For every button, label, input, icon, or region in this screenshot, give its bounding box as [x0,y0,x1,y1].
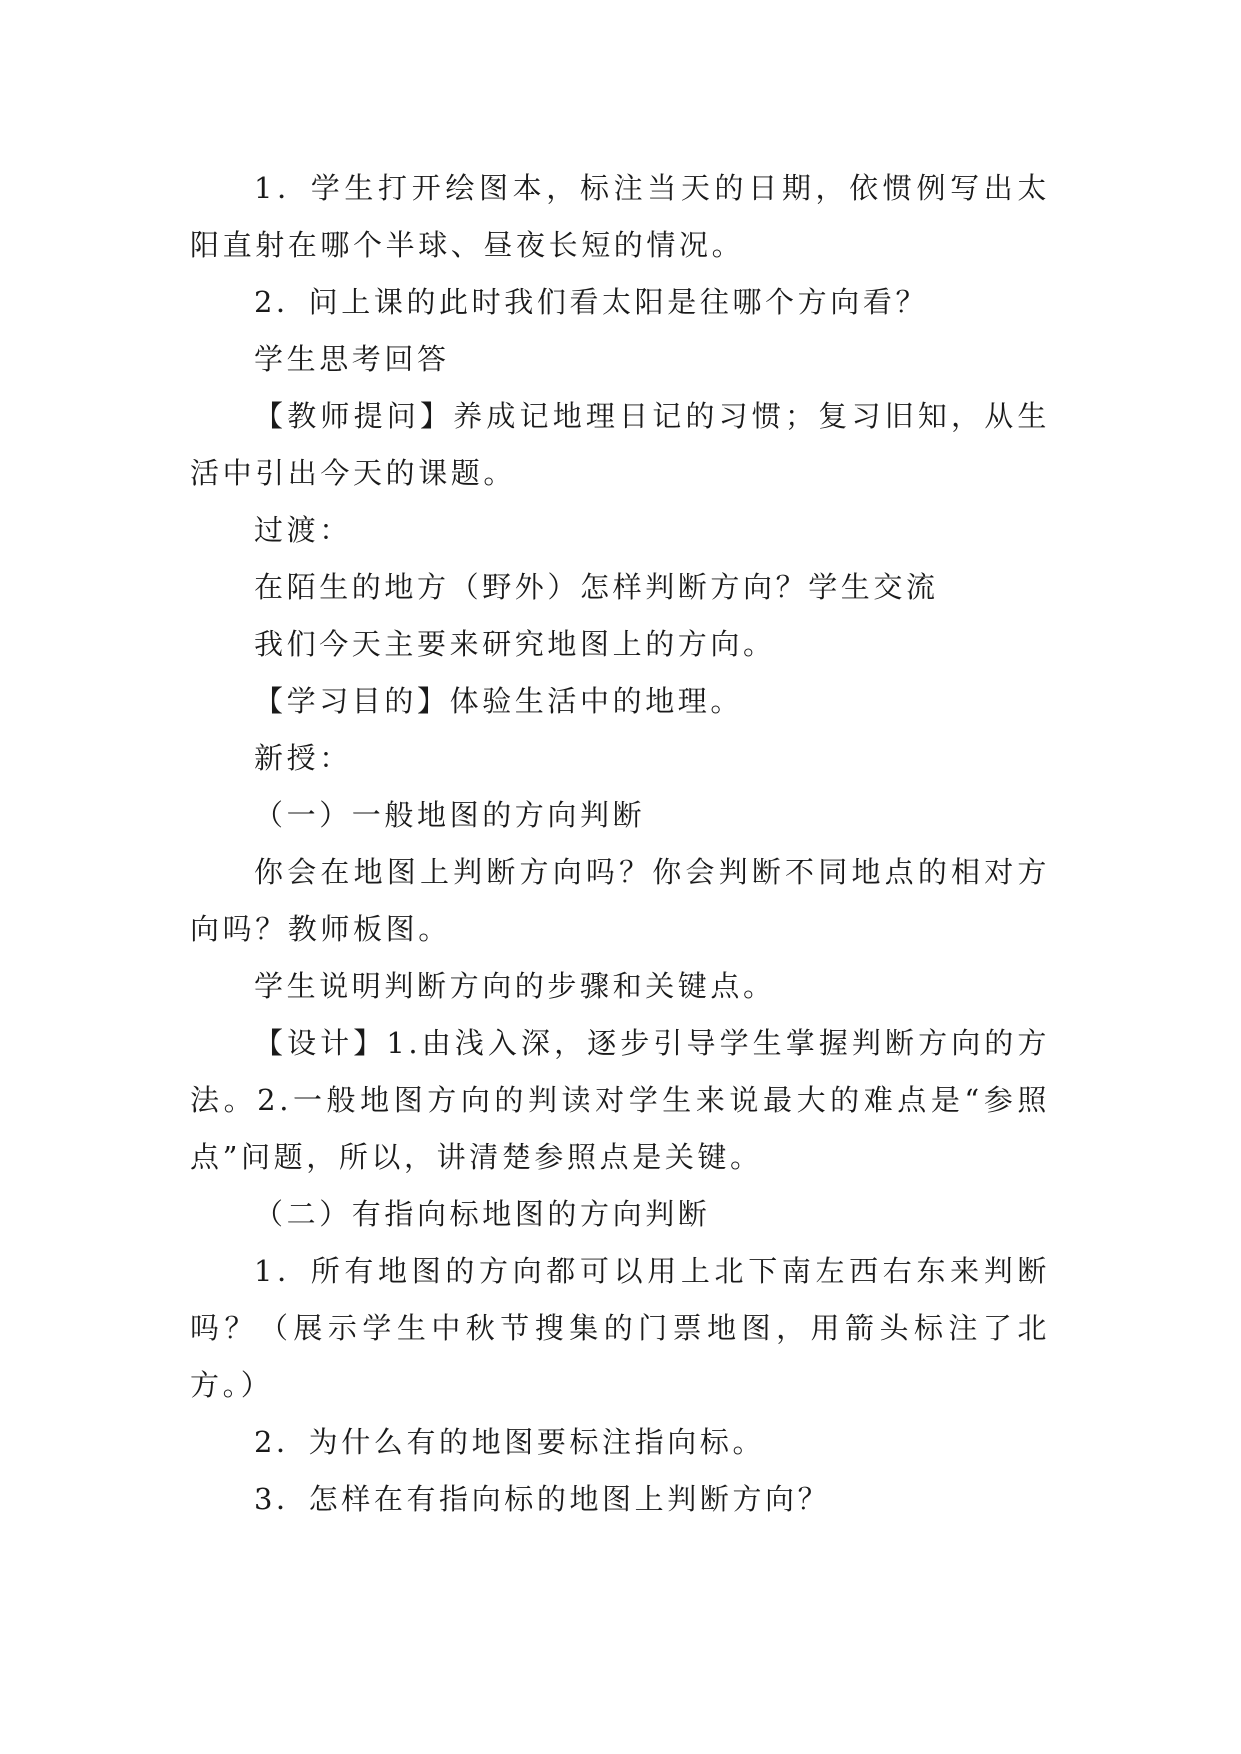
paragraph-design: 【设计】1.由浅入深，逐步引导学生掌握判断方向的方法。2.一般地图方向的判读对学生来说最大的难点是“参照点”问题，所以，讲清楚参照点是关键。 [190,1026,1050,1174]
paragraph-teacher-question: 【教师提问】养成记地理日记的习惯；复习旧知，从生活中引出今天的课题。 [190,399,1050,490]
paragraph-student-answer: 学生思考回答 [254,342,450,376]
paragraph-compass-q3: 3．怎样在有指向标的地图上判断方向？ [254,1482,831,1516]
paragraph-transition-label: 过渡： [254,513,352,547]
paragraph-map-question: 你会在地图上判断方向吗？你会判断不同地点的相对方向吗？教师板图。 [190,855,1050,946]
paragraph-step-2: 2．问上课的此时我们看太阳是往哪个方向看？ [254,285,929,319]
paragraph-topic: 我们今天主要来研究地图上的方向。 [254,627,776,661]
paragraph-learning-goal: 【学习目的】体验生活中的地理。 [254,684,744,718]
section-heading-1: （一）一般地图的方向判断 [254,798,646,832]
paragraph-compass-q1: 1．所有地图的方向都可以用上北下南左西右东来判断吗？（展示学生中秋节搜集的门票地图，用箭头标注了北方。） [190,1254,1050,1402]
paragraph-transition-question: 在陌生的地方（野外）怎样判断方向？学生交流 [254,570,939,604]
section-heading-2: （二）有指向标地图的方向判断 [254,1197,711,1231]
paragraph-step-1: 1．学生打开绘图本，标注当天的日期，依惯例写出太阳直射在哪个半球、昼夜长短的情况。 [190,171,1050,262]
paragraph-student-explain: 学生说明判断方向的步骤和关键点。 [254,969,776,1003]
paragraph-compass-q2: 2．为什么有的地图要标注指向标。 [254,1425,766,1459]
paragraph-new-lesson-label: 新授： [254,741,352,775]
document-body [190,160,1050,1528]
